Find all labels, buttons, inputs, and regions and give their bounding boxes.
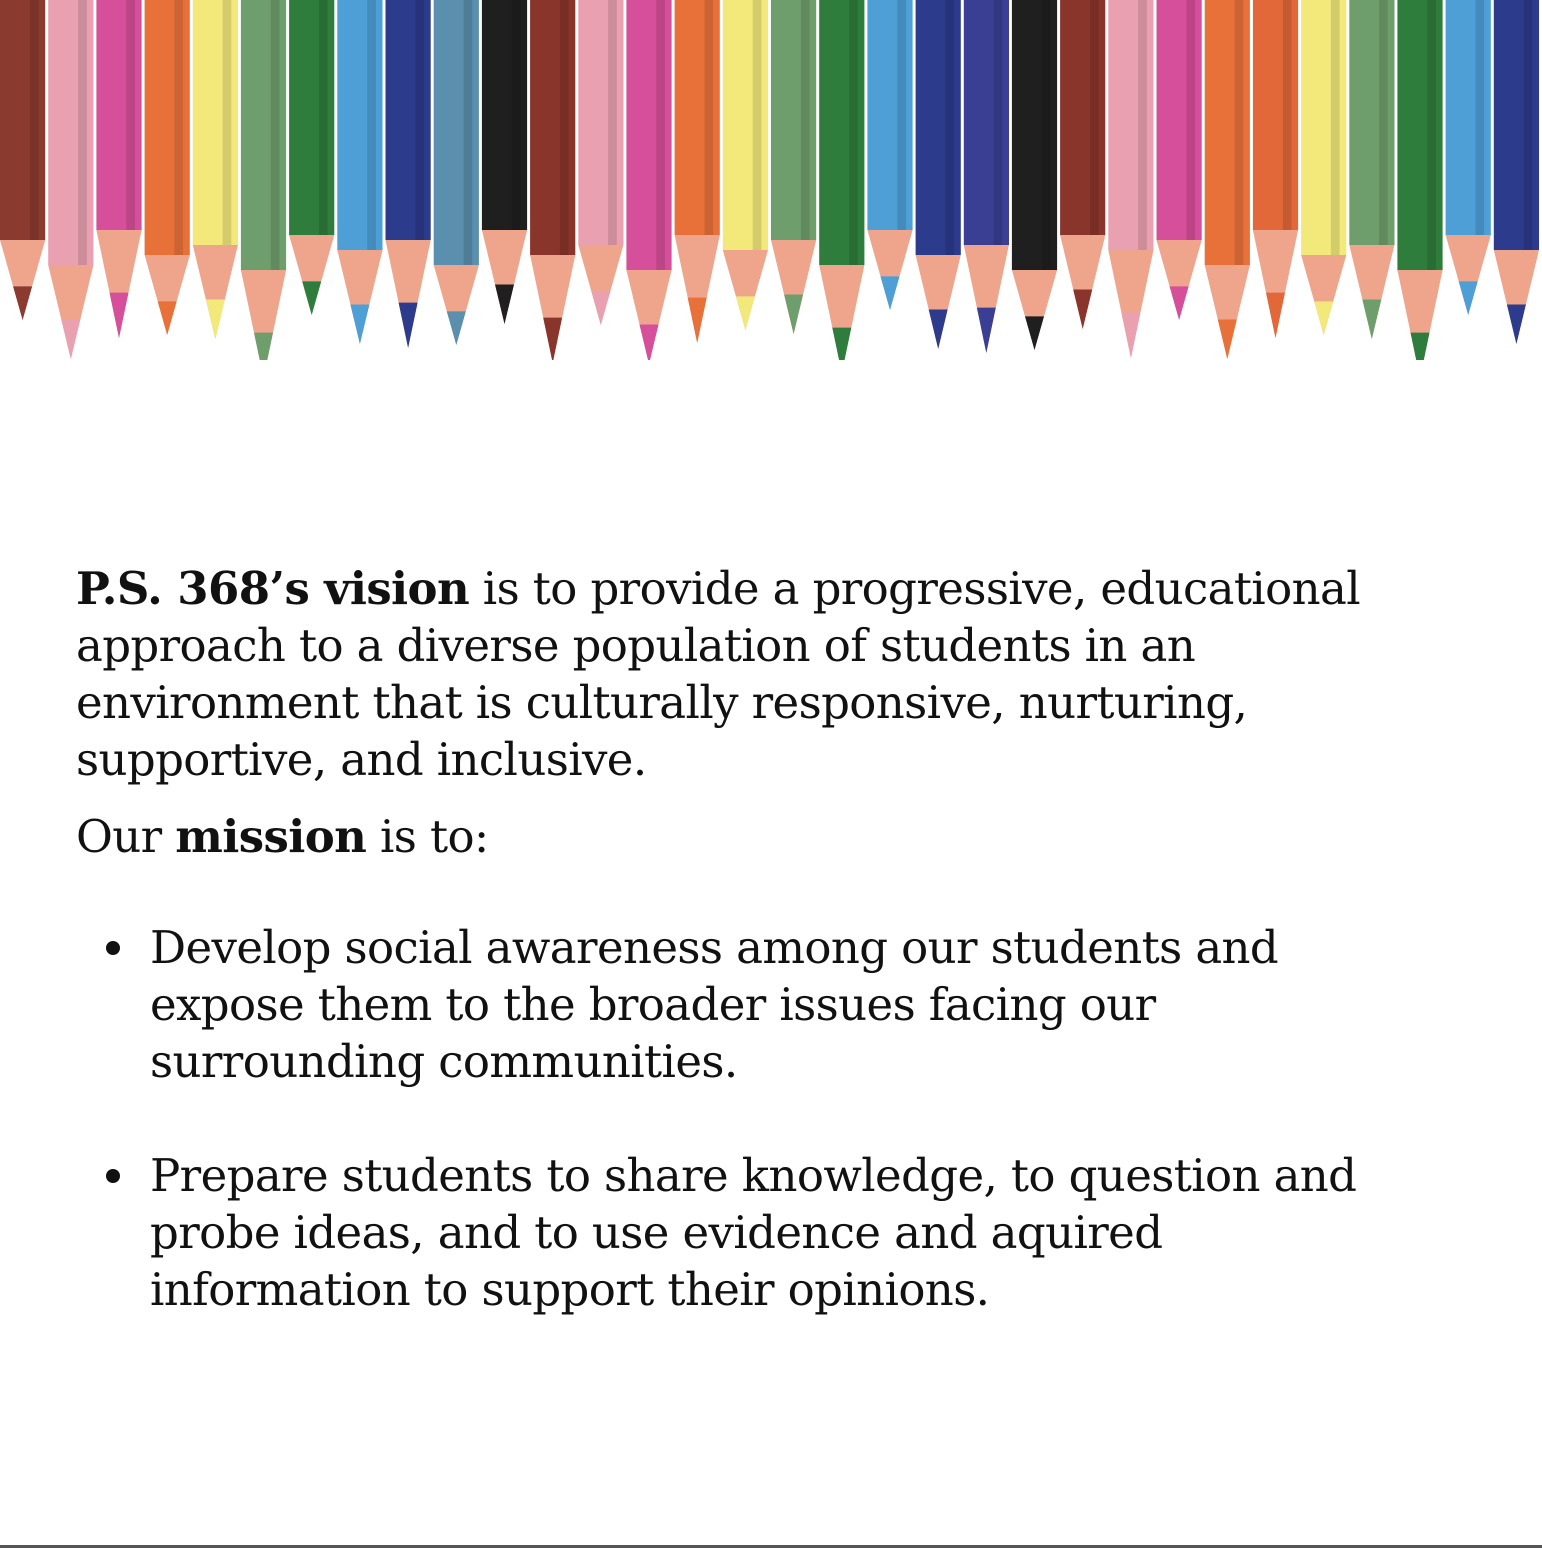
pencil-icon bbox=[1060, 0, 1105, 329]
pencil-icon bbox=[1446, 0, 1491, 315]
mission-prefix: Our bbox=[76, 810, 176, 863]
pencil-icon bbox=[675, 0, 720, 343]
pencil-icon bbox=[434, 0, 479, 345]
mission-heading: mission bbox=[175, 810, 367, 863]
pencil-icon bbox=[578, 0, 623, 325]
pencil-icon bbox=[0, 0, 45, 320]
pencil-icon bbox=[723, 0, 768, 330]
mission-list bbox=[76, 919, 1476, 1318]
pencil-icon bbox=[771, 0, 816, 334]
pencil-icon bbox=[48, 0, 93, 359]
pencil-icon bbox=[1012, 0, 1057, 350]
pencil-icon bbox=[1253, 0, 1298, 338]
bullet-icon bbox=[106, 941, 120, 955]
pencil-icon bbox=[530, 0, 575, 360]
bullet-icon bbox=[106, 1169, 120, 1183]
mission-intro bbox=[76, 808, 1476, 865]
pencil-icon bbox=[193, 0, 238, 339]
pencil-icon bbox=[1397, 0, 1442, 360]
pencil-icon bbox=[1108, 0, 1153, 358]
list-item bbox=[76, 919, 1400, 1090]
colored-pencils-banner bbox=[0, 0, 1542, 360]
pencil-icon bbox=[1494, 0, 1539, 344]
pencil-icon bbox=[289, 0, 334, 315]
pencil-icon bbox=[1349, 0, 1394, 339]
list-item bbox=[76, 1147, 1400, 1318]
pencil-icon bbox=[145, 0, 190, 335]
pencil-icon bbox=[964, 0, 1009, 353]
mission-item-text: Develop social awareness among our students and expose them to the broader issues facing our surrounding communities. bbox=[150, 921, 1279, 1088]
pencil-icon bbox=[1157, 0, 1202, 320]
vision-heading: P.S. 368’s vision bbox=[76, 562, 470, 615]
pencil-icon bbox=[1205, 0, 1250, 359]
pencil-icon bbox=[96, 0, 141, 338]
pencil-icon bbox=[819, 0, 864, 360]
pencil-icon bbox=[386, 0, 431, 348]
vision-text: is to provide a progressive, educational approach to a diverse population of students in an environment that is culturally responsive, nurturing, supportive, and inclusive. bbox=[76, 562, 1360, 786]
vision-mission-content bbox=[76, 560, 1476, 1375]
pencil-icon bbox=[916, 0, 961, 349]
pencil-icon bbox=[482, 0, 527, 324]
pencil-icon bbox=[241, 0, 286, 360]
mission-suffix: is to: bbox=[366, 810, 489, 863]
pencil-icon bbox=[626, 0, 671, 360]
pencil-icon bbox=[1301, 0, 1346, 335]
vision-statement bbox=[76, 560, 1466, 788]
pencil-icon bbox=[867, 0, 912, 310]
mission-item-text: Prepare students to share knowledge, to question and probe ideas, and to use evidence and aquired information to support their opinions. bbox=[150, 1149, 1357, 1316]
pencil-icon bbox=[337, 0, 382, 344]
